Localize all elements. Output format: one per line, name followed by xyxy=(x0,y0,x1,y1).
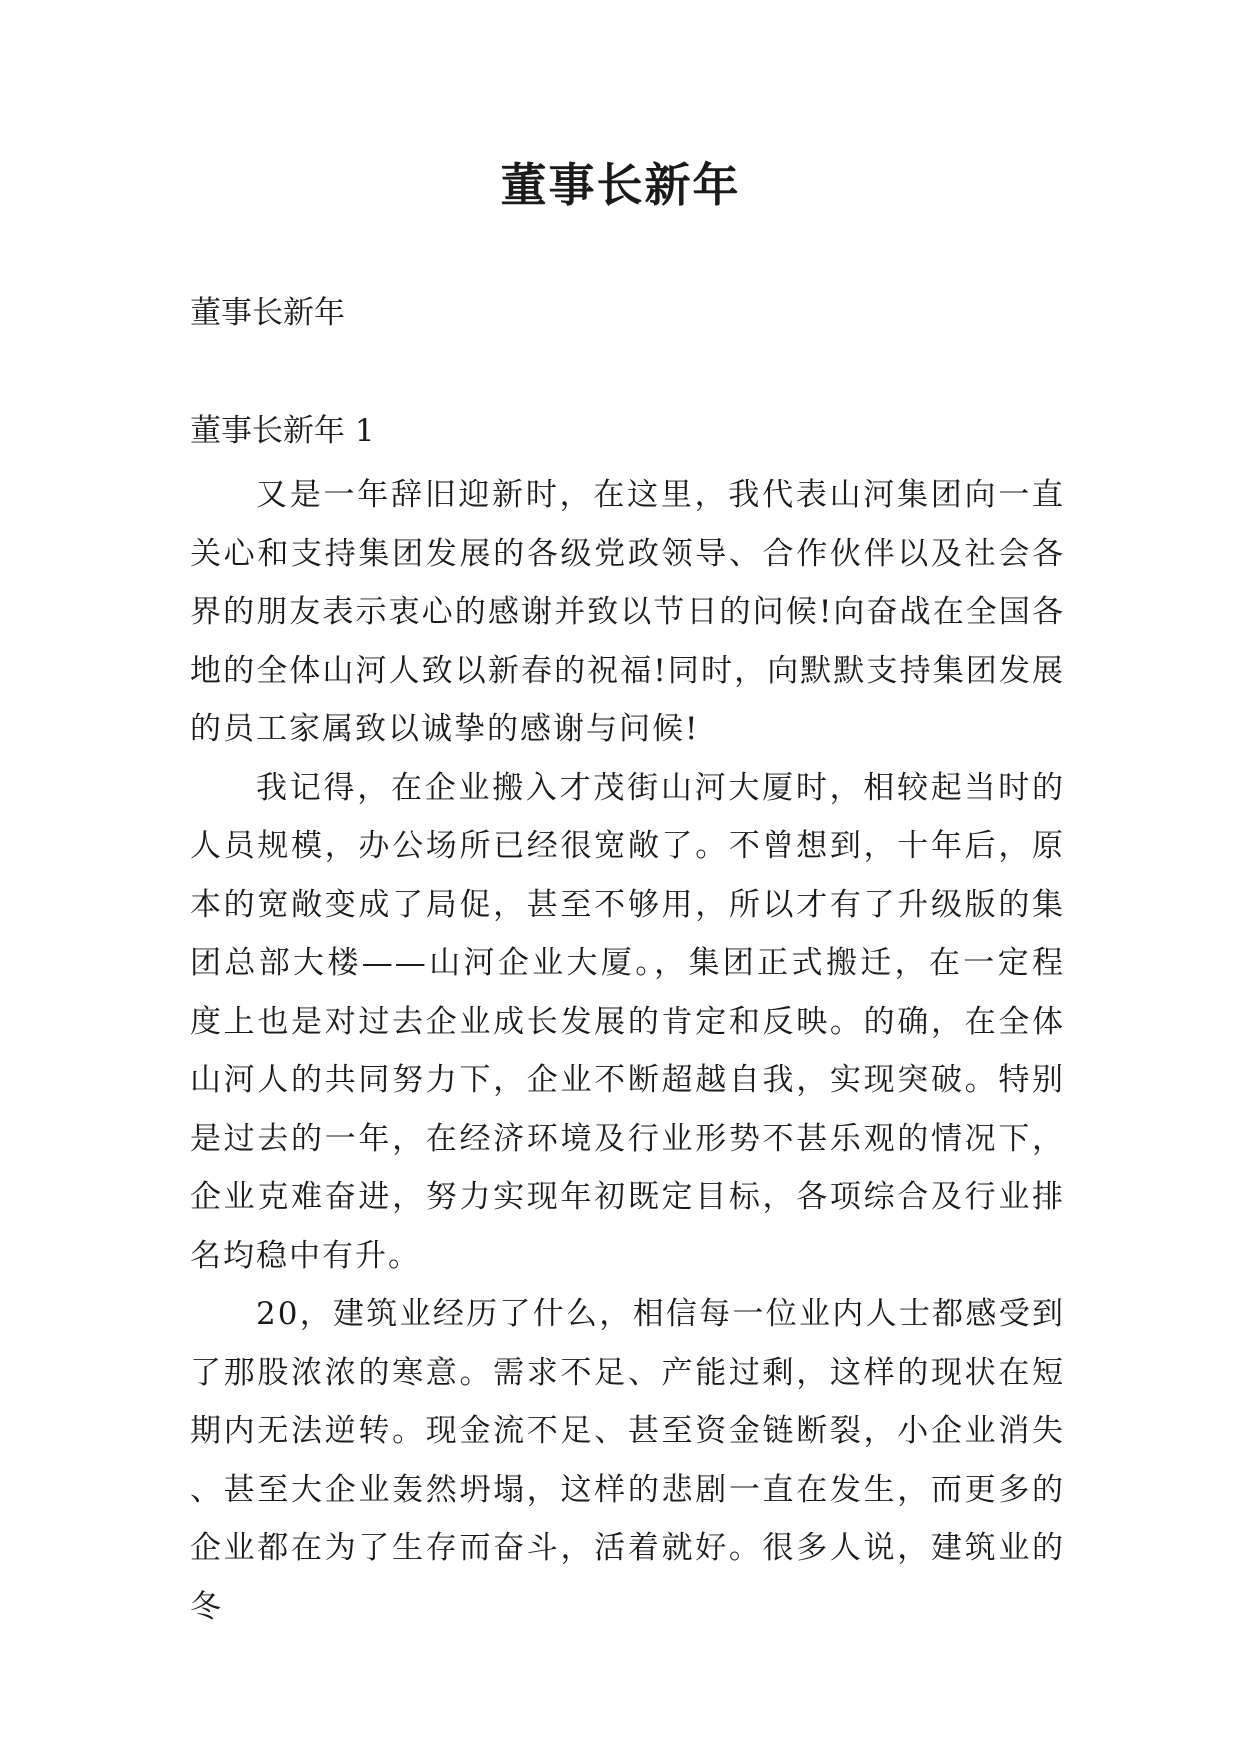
paragraph-3: 20，建筑业经历了什么，相信每一位业内人士都感受到了那股浓浓的寒意。需求不足、产能过剩，这样的现状在短期内无法逆转。现金流不足、甚至资金链断裂，小企业消失、甚至大企业轰然坍塌，这样的悲剧一直在发生，而更多的企业都在为了生存而奋斗，活着就好。很多人说，建筑业的冬 xyxy=(190,1296,1065,1625)
paragraph-2: 我记得，在企业搬入才茂街山河大厦时，相较起当时的人员规模，办公场所已经很宽敞了。不曾想到，十年后，原本的宽敞变成了局促，甚至不够用，所以才有了升级版的集团总部大楼——山河企业大厦。，集团正式搬迁，在一定程度上也是对过去企业成长发展的肯定和反映。的确，在全体山河人的共同努力下，企业不断超越自我，实现突破。特别是过去的一年，在经济环境及行业形势不甚乐观的情况下，企业克难奋进，努力实现年初既定目标，各项综合及行业排名均稳中有升。 xyxy=(190,769,1065,1274)
document-title: 董事长新年 xyxy=(500,158,741,212)
body-text xyxy=(190,466,1065,1636)
document-subtitle: 董事长新年 xyxy=(190,295,345,331)
paragraph-1: 又是一年辞旧迎新时，在这里，我代表山河集团向一直关心和支持集团发展的各级党政领导、合作伙伴以及社会各界的朋友表示衷心的感谢并致以节日的问候!向奋战在全国各地的全体山河人致以新春的祝福!同时，向默默支持集团发展的员工家属致以诚挚的感谢与问候! xyxy=(190,477,1065,747)
section-heading: 董事长新年 1 xyxy=(190,413,375,449)
